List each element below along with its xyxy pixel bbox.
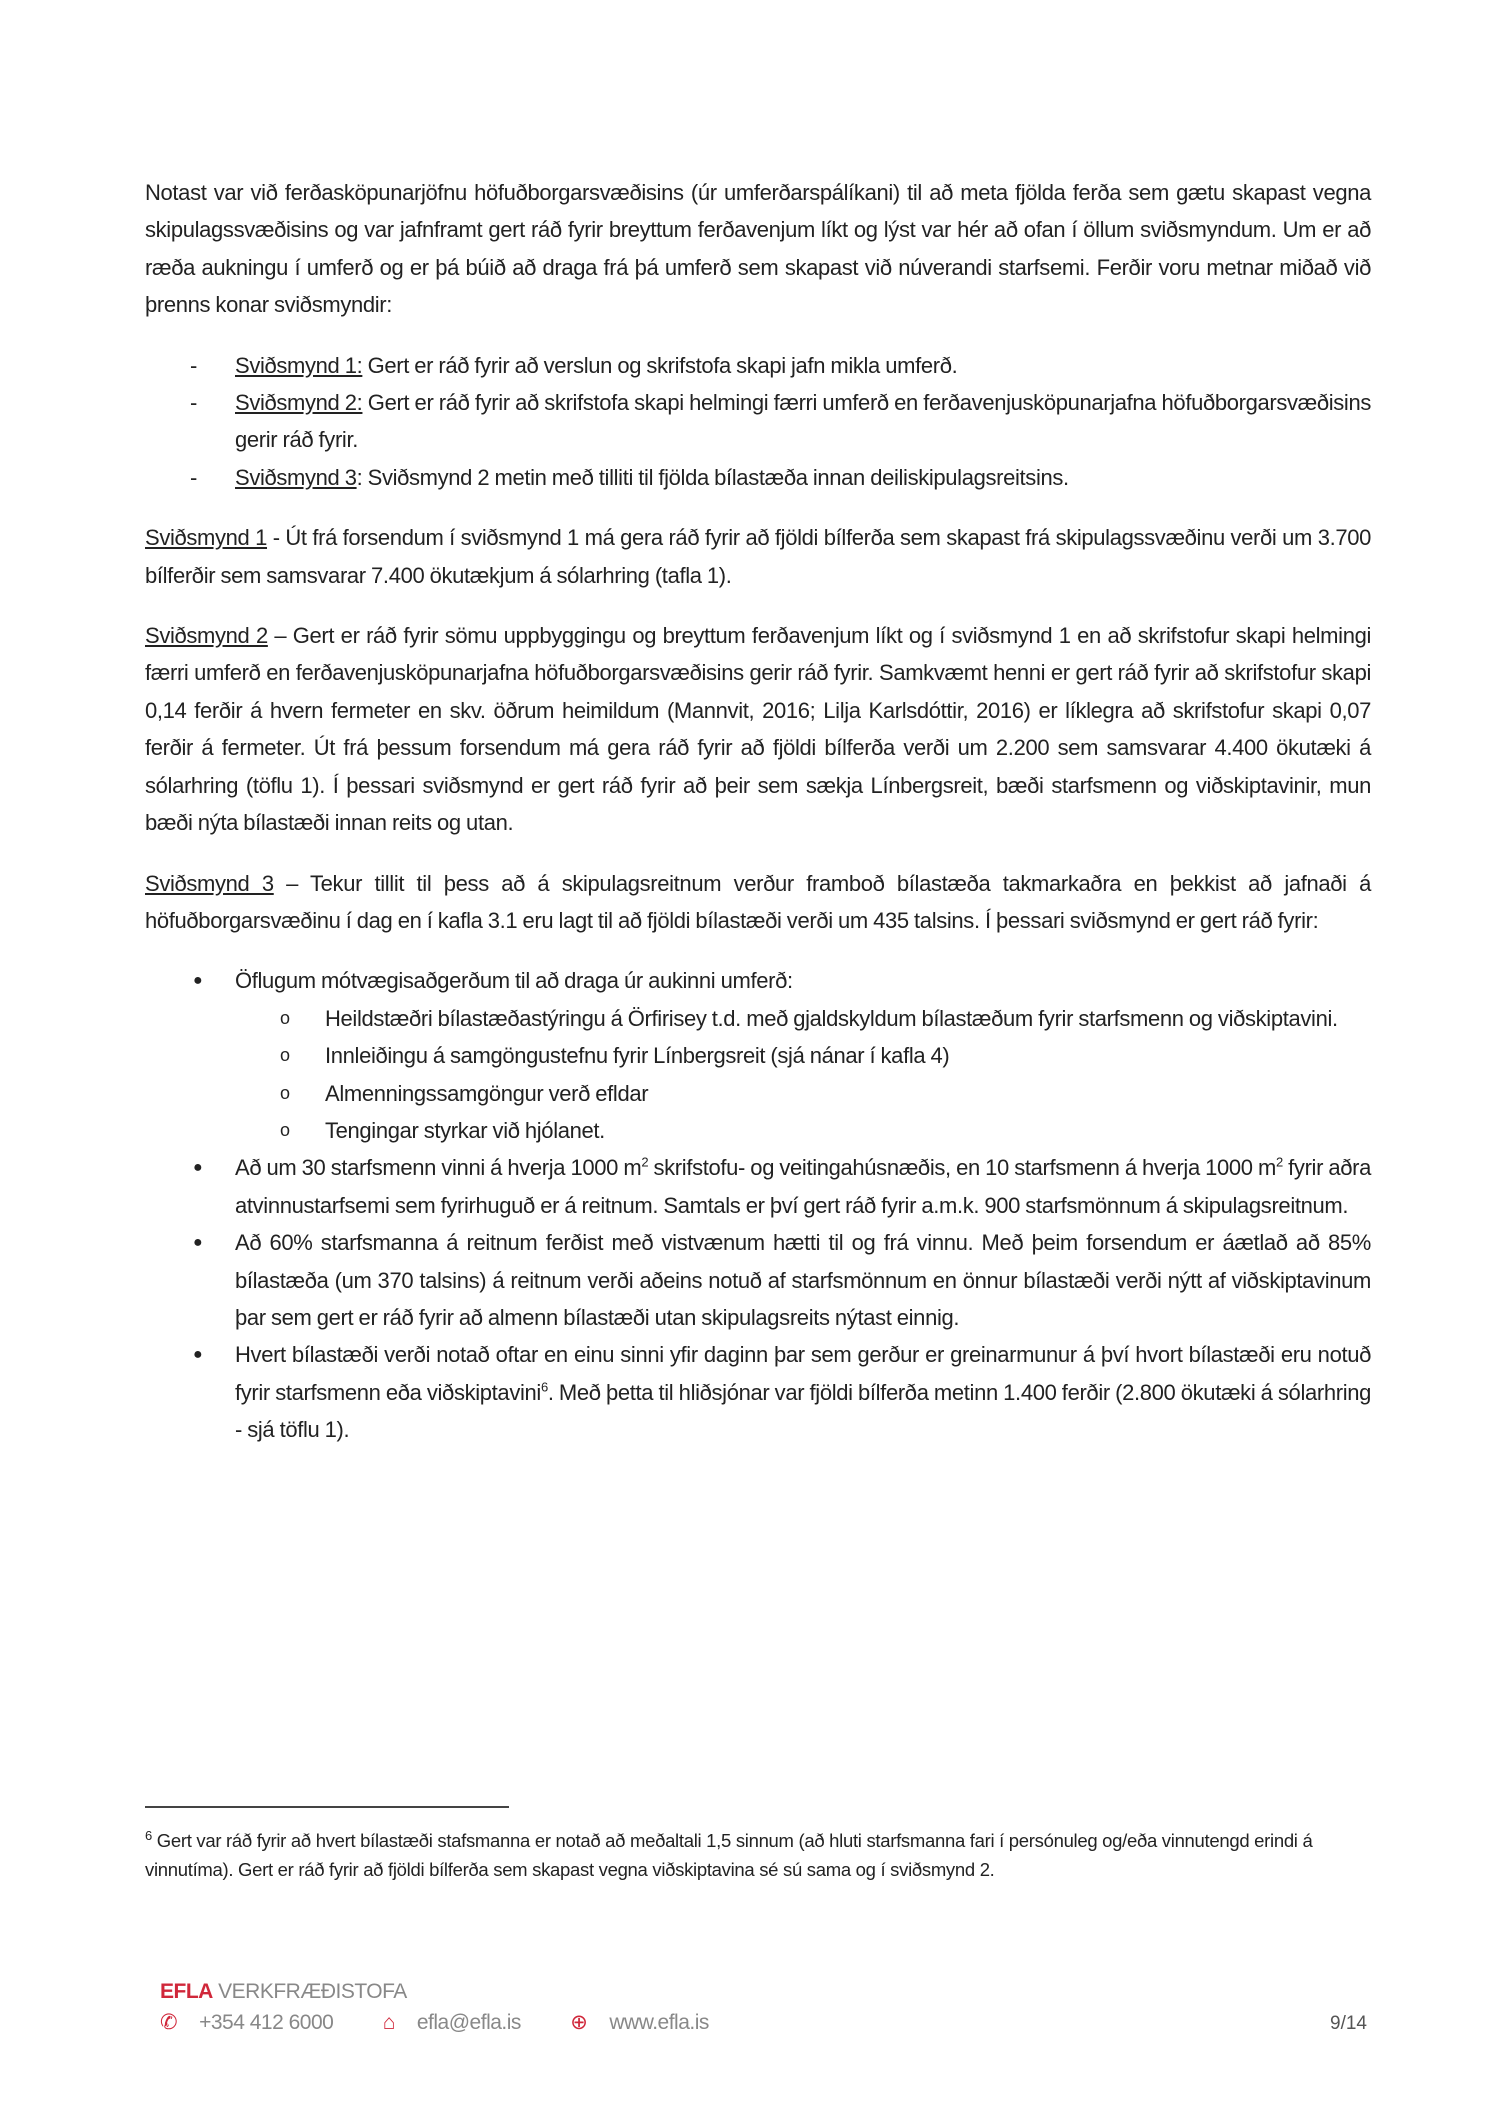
- scenario-3-paragraph: [145, 865, 1371, 940]
- intro-paragraph: Notast var við ferðasköpunarjöfnu höfuðborgarsvæðisins (úr umferðarspálíkani) til að meta fjölda ferða sem gætu skapast vegna skipulagssvæðisins og var jafnframt gert ráð fyrir breyttum ferðavenjum líkt og lýst var hér að ofan í öllum sviðsmyndum. Um er að ræða aukningu í umferð og er þá búið að draga frá þá umferð sem skapast við núverandi starfsemi. Ferðir voru metnar miðað við þrenns konar sviðsmyndir:: [145, 180, 1371, 318]
- scenario-label: Sviðsmynd 3: [235, 464, 357, 490]
- bullet-text: Almenningssamgöngur verð efldar: [325, 1080, 649, 1106]
- circle-marker: o: [280, 1082, 290, 1103]
- list-item: [235, 1037, 1371, 1074]
- bullet-marker: ●: [193, 1159, 203, 1177]
- scenario-label: Sviðsmynd 2:: [235, 390, 363, 416]
- globe-icon: ⊕: [570, 2011, 588, 2034]
- scenario-text: Gert er ráð fyrir að skrifstofa skapi helmingi færri umferð en ferðavenjusköpunarjafna höfuðborgarsvæðisins gerir ráð fyrir.: [235, 390, 1371, 453]
- phone-number: +354 412 6000: [199, 2011, 334, 2034]
- scenario-text: : Sviðsmynd 2 metin með tilliti til fjölda bílastæða innan deiliskipulagsreitsins.: [356, 464, 1069, 490]
- dash-marker: -: [190, 390, 197, 416]
- circle-marker: o: [280, 1119, 290, 1140]
- sub-list: [235, 1000, 1371, 1150]
- scenario-label: Sviðsmynd 1:: [235, 352, 363, 378]
- company-name: VERKFRÆÐISTOFA: [212, 1980, 407, 2003]
- paragraph-text: – Gert er ráð fyrir sömu uppbyggingu og breyttum ferðavenjum líkt og í sviðsmynd 1 en að skrifstofur skapi helmingi færri umferð en ferðavenjusköpunarjafna höfuðborgarsvæðisins gerir ráð fyrir. Samkvæmt henni er gert ráð fyrir að skrifstofur skapi 0,14 ferðir á hvern fermeter en skv. öðrum heimildum (Mannvit, 2016; Lilja Karlsdóttir, 2016) er líklegra að skrifstofur skapi 0,07 ferðir á fermeter. Út frá þessum forsendum má gera ráð fyrir að fjöldi bílferða verði um 2.200 sem samsvarar 4.400 ökutæki á sólarhring (töflu 1). Í þessari sviðsmynd er gert ráð fyrir að þeir sem sækja Línbergsreit, bæði starfsmenn og viðskiptavinir, mun bæði nýta bílastæði innan reits og utan.: [145, 623, 1372, 836]
- bullet-text: skrifstofu- og veitingahúsnæðis, en 10 starfsmenn á hverja 1000 m: [648, 1155, 1276, 1181]
- email-icon: ⌂: [382, 2011, 395, 2034]
- page-number: 9/14: [1330, 2013, 1367, 2034]
- phone-icon: ✆: [160, 2011, 178, 2034]
- bullet-text: Hvert bílastæði verði notað oftar en einu sinni yfir daginn þar sem gerður er greinarmunur á því hvort bílastæði eru notuð fyrir starfsmenn eða viðskiptavini: [235, 1342, 1371, 1405]
- assumption-list: [145, 962, 1371, 1448]
- list-item: [145, 1336, 1371, 1448]
- dash-marker: -: [190, 464, 197, 490]
- list-item: [145, 459, 1371, 496]
- list-item: [145, 347, 1371, 384]
- bullet-text: fyrir aðra atvinnustarfsemi sem fyrirhuguð er á reitnum. Samtals er því gert ráð fyrir a.m.k. 900 starfsmönnum á skipulagsreitnum.: [235, 1155, 1372, 1218]
- email-link[interactable]: efla@efla.is: [416, 2011, 521, 2034]
- bullet-text: Innleiðingu á samgöngustefnu fyrir Línbergsreit (sjá nánar í kafla 4): [325, 1043, 950, 1069]
- bullet-text: Heildstæðri bílastæðastýringu á Örfirisey t.d. með gjaldskyldum bílastæðum fyrir starfsmenn og viðskiptavini.: [325, 1005, 1338, 1031]
- document-body: [145, 174, 1371, 1472]
- bullet-marker: ●: [193, 972, 203, 990]
- scenario-1-paragraph: [145, 519, 1371, 594]
- superscript: 2: [1275, 1155, 1283, 1171]
- brand-name: EFLA: [160, 1980, 213, 2003]
- contact-info: [160, 2010, 753, 2035]
- bullet-text: Að 60% starfsmanna á reitnum ferðist með vistvænum hætti til og frá vinnu. Með þeim forsendum er áætlað að 85% bílastæða (um 370 talsins) á reitnum verði aðeins notuð af starfsmönnum en önnur bílastæði verði nýtt af viðskiptavinum þar sem gert er ráð fyrir að almenn bílastæði utan skipulagsreits nýtast einnig.: [235, 1230, 1371, 1330]
- bullet-text: Tengingar styrkar við hjólanet.: [325, 1117, 605, 1143]
- bullet-marker: ●: [193, 1234, 203, 1252]
- circle-marker: o: [280, 1007, 290, 1028]
- list-item: [235, 1112, 1371, 1149]
- footnote-text: Gert var ráð fyrir að hvert bílastæði stafsmanna er notað að meðaltali 1,5 sinnum (að hluti starfsmanna fari í persónuleg og/eða vinnutengd erindi á vinnutíma). Gert er ráð fyrir að fjöldi bílferða sem skapast vegna viðskiptavina sé sú sama og í sviðsmynd 2.: [145, 1830, 1313, 1880]
- list-item: [235, 1075, 1371, 1112]
- website-link[interactable]: www.efla.is: [609, 2011, 709, 2034]
- list-item: [145, 384, 1371, 459]
- web-contact[interactable]: [570, 2011, 731, 2034]
- list-item: [145, 1224, 1371, 1336]
- list-item: [145, 962, 1371, 1149]
- scenario-label: Sviðsmynd 1: [145, 525, 268, 551]
- scenario-2-paragraph: [145, 617, 1371, 841]
- scenario-text: Gert er ráð fyrir að verslun og skrifstofa skapi jafn mikla umferð.: [362, 352, 958, 378]
- footnote-number: 6: [145, 1827, 152, 1843]
- footnote-separator: [145, 1806, 509, 1808]
- footnote: [145, 1826, 1371, 1884]
- bullet-text: . Með þetta til hliðsjónar var fjöldi bílferða metinn 1.400 ferðir (2.800 ökutæki á sólarhring - sjá töflu 1).: [235, 1379, 1372, 1443]
- circle-marker: o: [280, 1045, 290, 1066]
- paragraph-text: – Tekur tillit til þess að á skipulagsreitnum verður framboð bílastæða takmarkaðra en þekkist að jafnaði á höfuðborgarsvæðinu í dag en í kafla 3.1 eru lagt til að fjöldi bílastæði verði um 435 talsins. Í þessari sviðsmynd er gert ráð fyrir:: [145, 870, 1371, 933]
- scenario-label: Sviðsmynd 3: [145, 870, 274, 896]
- dash-marker: -: [190, 352, 197, 378]
- email-contact[interactable]: [383, 2011, 543, 2034]
- bullet-marker: ●: [193, 1346, 203, 1364]
- list-item: [145, 1149, 1371, 1224]
- bullet-text: Öflugum mótvægisaðgerðum til að draga úr aukinni umferð:: [235, 968, 793, 994]
- superscript: 2: [641, 1155, 649, 1171]
- page-footer: [160, 1980, 753, 2035]
- scenario-label: Sviðsmynd 2: [145, 623, 268, 649]
- company-logo: [160, 1980, 753, 2004]
- scenario-list: [145, 347, 1371, 497]
- paragraph-text: - Út frá forsendum í sviðsmynd 1 má gera ráð fyrir að fjöldi bílferða sem skapast frá skipulagssvæðinu verði um 3.700 bílferðir sem samsvarar 7.400 ökutækjum á sólarhring (tafla 1).: [145, 525, 1371, 588]
- phone-contact: [160, 2011, 355, 2034]
- footnote-reference[interactable]: 6: [540, 1379, 548, 1395]
- bullet-text: Að um 30 starfsmenn vinni á hverja 1000 m: [235, 1155, 642, 1181]
- list-item: [235, 1000, 1371, 1037]
